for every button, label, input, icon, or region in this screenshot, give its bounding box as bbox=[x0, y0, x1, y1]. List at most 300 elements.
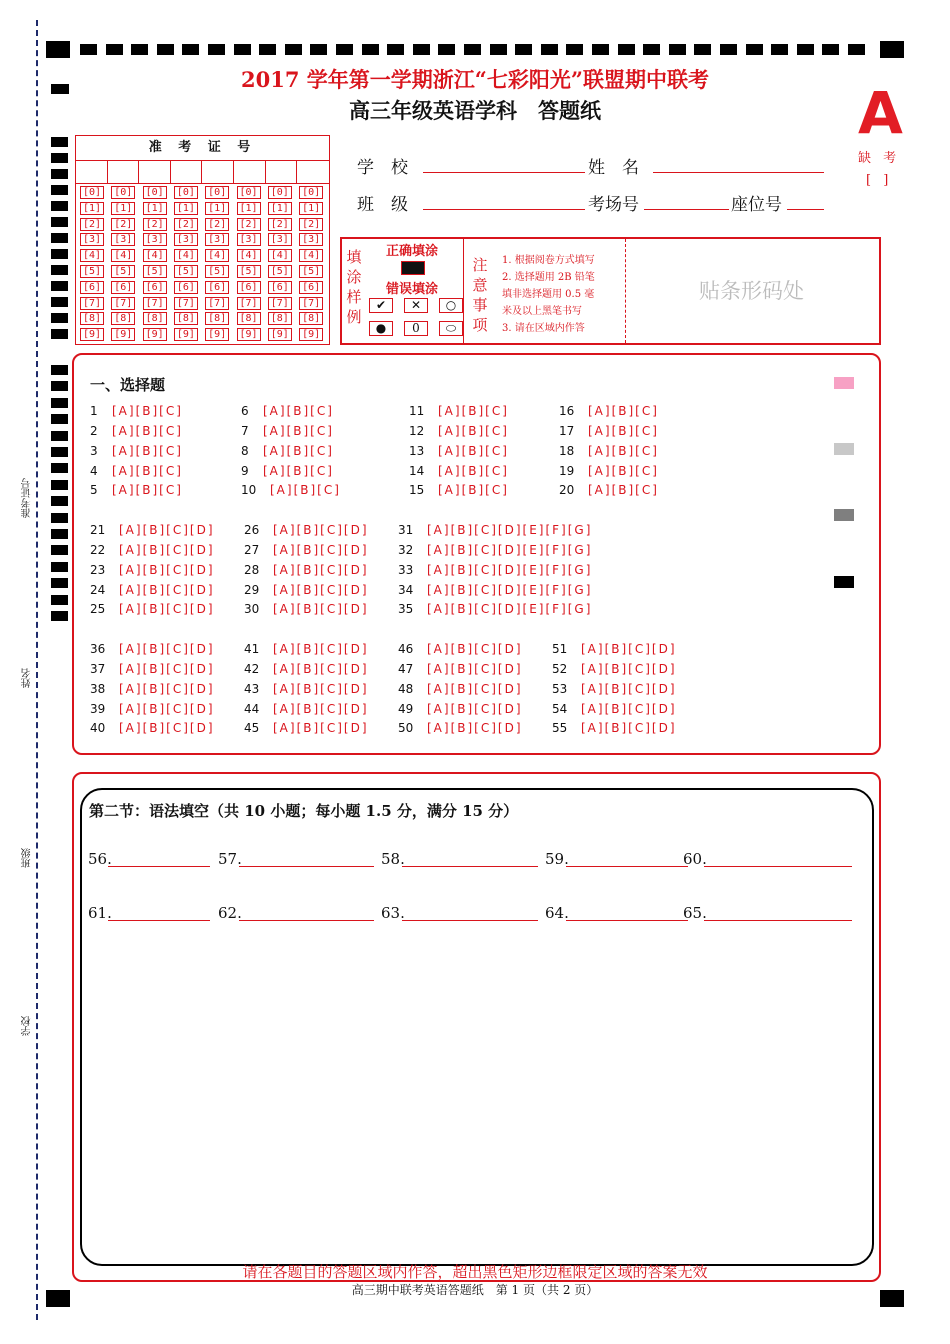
id-digit-bubble[interactable]: [8] bbox=[237, 312, 261, 325]
id-digit-bubble[interactable]: [1] bbox=[268, 202, 292, 215]
id-digit-bubble[interactable]: [4] bbox=[205, 249, 229, 262]
answer-options[interactable]: [A][B][C] bbox=[588, 424, 659, 438]
id-digit-bubble[interactable]: [5] bbox=[205, 265, 229, 278]
id-digit-bubble[interactable]: [1] bbox=[80, 202, 104, 215]
id-digit-bubble[interactable]: [0] bbox=[174, 186, 198, 199]
mc-question[interactable] bbox=[398, 563, 592, 577]
mc-question[interactable] bbox=[244, 543, 369, 557]
answer-options[interactable]: [A][B][C][D] bbox=[119, 583, 215, 597]
answer-options[interactable]: [A][B][C][D][E][F][G] bbox=[427, 602, 593, 616]
answer-options[interactable]: [A][B][C][D] bbox=[427, 721, 523, 735]
answer-options[interactable]: [A][B][C] bbox=[263, 424, 334, 438]
seat-field[interactable] bbox=[787, 209, 824, 210]
answer-options[interactable]: [A][B][C][D] bbox=[581, 721, 677, 735]
answer-blank[interactable] bbox=[402, 920, 538, 921]
barcode-area[interactable]: 贴条形码处 bbox=[699, 279, 804, 303]
id-digit-bubble[interactable]: [8] bbox=[205, 312, 229, 325]
answer-options[interactable]: [A][B][C][D][E][F][G] bbox=[427, 583, 593, 597]
answer-options[interactable]: [A][B][C] bbox=[263, 404, 334, 418]
mc-question[interactable] bbox=[90, 642, 215, 656]
question-number: 15 bbox=[409, 483, 425, 497]
question-number: 35 bbox=[398, 602, 414, 616]
timing-mark bbox=[541, 44, 558, 55]
question-number: 22 bbox=[90, 543, 106, 557]
timing-mark bbox=[51, 463, 68, 473]
answer-blank[interactable] bbox=[108, 920, 210, 921]
question-number: 29 bbox=[244, 583, 260, 597]
mc-question[interactable] bbox=[244, 642, 369, 656]
mc-question[interactable] bbox=[241, 483, 341, 497]
answer-options[interactable]: [A][B][C][D] bbox=[581, 642, 677, 656]
answer-options[interactable]: [A][B][C][D] bbox=[273, 642, 369, 656]
mc-question[interactable] bbox=[552, 721, 677, 735]
id-digit-bubble[interactable]: [6] bbox=[237, 281, 261, 294]
mc-question[interactable] bbox=[398, 721, 523, 735]
mc-question[interactable] bbox=[559, 483, 659, 497]
timing-mark bbox=[51, 169, 68, 179]
answer-blank[interactable] bbox=[402, 866, 538, 867]
page-footer: 高三期中联考英语答题纸 第 1 页（共 2 页） bbox=[351, 1283, 599, 1297]
id-digit-bubble[interactable]: [1] bbox=[111, 202, 135, 215]
id-digit-bubble[interactable]: [2] bbox=[111, 218, 135, 231]
mc-question[interactable] bbox=[90, 662, 215, 676]
id-digit-bubble[interactable]: [4] bbox=[268, 249, 292, 262]
id-digit-bubble[interactable]: [5] bbox=[237, 265, 261, 278]
question-number: 36 bbox=[90, 642, 106, 656]
answer-options[interactable]: [A][B][C][D] bbox=[581, 662, 677, 676]
id-write-cells[interactable] bbox=[76, 161, 329, 184]
timing-mark bbox=[285, 44, 302, 55]
mc-question[interactable] bbox=[90, 583, 215, 597]
answer-options[interactable]: [A][B][C][D] bbox=[273, 583, 369, 597]
mc-question[interactable] bbox=[90, 682, 215, 696]
id-digit-bubble[interactable]: [6] bbox=[80, 281, 104, 294]
room-field[interactable] bbox=[644, 209, 729, 210]
id-digit-bubble[interactable]: [9] bbox=[143, 328, 167, 341]
mc-question[interactable] bbox=[244, 682, 369, 696]
mc-question[interactable] bbox=[398, 602, 592, 616]
timing-mark bbox=[51, 281, 68, 291]
id-digit-bubble[interactable]: [5] bbox=[143, 265, 167, 278]
timing-mark bbox=[592, 44, 609, 55]
id-digit-bubble[interactable]: [5] bbox=[174, 265, 198, 278]
id-digit-bubble[interactable]: [7] bbox=[80, 297, 104, 310]
mc-question[interactable] bbox=[244, 523, 369, 537]
side-label-class: 班级 bbox=[22, 848, 33, 868]
answer-options[interactable]: [A][B][C][D] bbox=[119, 642, 215, 656]
id-digit-bubble[interactable]: [2] bbox=[174, 218, 198, 231]
answer-options[interactable]: [A][B][C] bbox=[112, 404, 183, 418]
question-number: 45 bbox=[244, 721, 260, 735]
answer-options[interactable]: [A][B][C][D] bbox=[581, 682, 677, 696]
question-number: 7 bbox=[241, 424, 249, 438]
mc-question[interactable] bbox=[559, 404, 659, 418]
timing-mark bbox=[51, 201, 68, 211]
answer-options[interactable]: [A][B][C][D][E][F][G] bbox=[427, 523, 593, 537]
timing-mark bbox=[51, 297, 68, 307]
answer-options[interactable]: [A][B][C] bbox=[438, 404, 509, 418]
mc-question[interactable] bbox=[552, 682, 677, 696]
mc-question[interactable] bbox=[244, 583, 369, 597]
id-digit-bubble[interactable]: [5] bbox=[80, 265, 104, 278]
name-field[interactable] bbox=[653, 172, 824, 173]
question-number: 20 bbox=[559, 483, 575, 497]
section2-title: 第二节：语法填空（共 10 小题；每小题 1.5 分，满分 15 分） bbox=[89, 802, 519, 820]
question-number: 43 bbox=[244, 682, 260, 696]
mc-question[interactable] bbox=[559, 444, 659, 458]
id-digit-bubble[interactable]: [6] bbox=[143, 281, 167, 294]
timing-mark bbox=[51, 562, 68, 572]
mc-question[interactable] bbox=[90, 563, 215, 577]
id-digit-bubble[interactable]: [1] bbox=[205, 202, 229, 215]
answer-options[interactable]: [A][B][C] bbox=[588, 483, 659, 497]
absent-checkbox[interactable]: [ ] bbox=[866, 173, 893, 188]
mc-question[interactable] bbox=[244, 662, 369, 676]
notes-text: 1. 根据阅卷方式填写 2. 选择题用 2B 铅笔 填非选择题用 0.5 毫 米及以上黑笔书写 3. 请在区域内作答 bbox=[502, 255, 595, 334]
id-digit-bubble[interactable]: [1] bbox=[174, 202, 198, 215]
seat-label: 座位号 bbox=[731, 195, 782, 215]
id-digit-bubble[interactable]: [9] bbox=[237, 328, 261, 341]
question-number: 48 bbox=[398, 682, 414, 696]
id-digit-bubble[interactable]: [9] bbox=[205, 328, 229, 341]
answer-options[interactable]: [A][B][C][D] bbox=[427, 642, 523, 656]
answer-options[interactable]: [A][B][C][D] bbox=[427, 682, 523, 696]
mc-question[interactable] bbox=[90, 444, 183, 458]
answer-options[interactable]: [A][B][C][D] bbox=[273, 602, 369, 616]
answer-options[interactable]: [A][B][C][D][E][F][G] bbox=[427, 543, 593, 557]
question-number: 11 bbox=[409, 404, 425, 418]
timing-mark bbox=[51, 153, 68, 163]
correct-fill-label: 正确填涂 bbox=[386, 244, 439, 259]
id-digit-bubble[interactable]: [9] bbox=[111, 328, 135, 341]
id-digit-bubble[interactable]: [3] bbox=[111, 233, 135, 246]
answer-options[interactable]: [A][B][C][D] bbox=[119, 682, 215, 696]
answer-options[interactable]: [A][B][C][D] bbox=[273, 662, 369, 676]
mc-question[interactable] bbox=[90, 602, 215, 616]
timing-mark bbox=[848, 44, 865, 55]
mc-question[interactable] bbox=[241, 464, 334, 478]
id-digit-bubble[interactable]: [2] bbox=[268, 218, 292, 231]
answer-options[interactable]: [A][B][C] bbox=[588, 444, 659, 458]
id-digit-bubble[interactable]: [4] bbox=[237, 249, 261, 262]
mc-question[interactable] bbox=[409, 424, 509, 438]
id-digit-bubble[interactable]: [2] bbox=[205, 218, 229, 231]
answer-blank[interactable] bbox=[566, 920, 688, 921]
id-digit-bubble[interactable]: [3] bbox=[268, 233, 292, 246]
id-digit-bubble[interactable]: [6] bbox=[205, 281, 229, 294]
answer-options[interactable]: [A][B][C] bbox=[438, 444, 509, 458]
answer-options[interactable]: [A][B][C][D] bbox=[273, 563, 369, 577]
timing-mark bbox=[51, 480, 68, 490]
id-digit-bubble[interactable]: [9] bbox=[80, 328, 104, 341]
answer-options[interactable]: [A][B][C][D] bbox=[273, 682, 369, 696]
mc-question[interactable] bbox=[409, 444, 509, 458]
id-digit-bubble[interactable]: [0] bbox=[299, 186, 323, 199]
id-digit-bubble[interactable]: [3] bbox=[237, 233, 261, 246]
answer-options[interactable]: [A][B][C][D] bbox=[427, 702, 523, 716]
answer-options[interactable]: [A][B][C][D] bbox=[273, 702, 369, 716]
mc-question[interactable] bbox=[398, 682, 523, 696]
answer-blank[interactable] bbox=[704, 866, 852, 867]
mc-question[interactable] bbox=[90, 464, 183, 478]
mc-question[interactable] bbox=[409, 404, 509, 418]
answer-options[interactable]: [A][B][C][D] bbox=[273, 523, 369, 537]
warning-text: 请在各题目的答题区域内作答，超出黑色矩形边框限定区域的答案无效 bbox=[242, 1263, 708, 1281]
id-digit-bubble[interactable]: [2] bbox=[143, 218, 167, 231]
id-digit-bubble[interactable]: [3] bbox=[80, 233, 104, 246]
answer-options[interactable]: [A][B][C][D] bbox=[427, 662, 523, 676]
id-digit-bubble[interactable]: [9] bbox=[174, 328, 198, 341]
answer-options[interactable]: [A][B][C] bbox=[438, 464, 509, 478]
answer-options[interactable]: [A][B][C] bbox=[438, 483, 509, 497]
timing-mark bbox=[51, 447, 68, 457]
blank-number: 57. bbox=[218, 850, 242, 868]
answer-blank[interactable] bbox=[566, 866, 688, 867]
timing-mark bbox=[51, 329, 68, 339]
blank-number: 64. bbox=[545, 904, 569, 922]
question-number: 37 bbox=[90, 662, 106, 676]
id-write-cell[interactable] bbox=[201, 161, 202, 183]
mc-question[interactable] bbox=[552, 662, 677, 676]
id-digit-bubble[interactable]: [8] bbox=[299, 312, 323, 325]
id-digit-bubble[interactable]: [7] bbox=[237, 297, 261, 310]
side-label-name: 姓名 bbox=[22, 668, 33, 688]
answer-options[interactable]: [A][B][C] bbox=[112, 483, 183, 497]
mc-question[interactable] bbox=[90, 721, 215, 735]
id-digit-bubble[interactable]: [0] bbox=[111, 186, 135, 199]
id-digit-bubble[interactable]: [2] bbox=[80, 218, 104, 231]
id-number-grid bbox=[75, 135, 330, 345]
timing-mark bbox=[51, 137, 68, 147]
exam-title: 2017 学年第一学期浙江“七彩阳光”联盟期中联考 bbox=[241, 67, 709, 92]
blank-number: 58. bbox=[381, 850, 405, 868]
id-digit-bubble[interactable]: [7] bbox=[174, 297, 198, 310]
question-number: 9 bbox=[241, 464, 249, 478]
mc-question[interactable] bbox=[90, 483, 183, 497]
mc-question[interactable] bbox=[241, 444, 334, 458]
timing-mark bbox=[208, 44, 225, 55]
id-digit-bubble[interactable]: [9] bbox=[268, 328, 292, 341]
mc-question[interactable] bbox=[398, 523, 592, 537]
timing-mark bbox=[51, 233, 68, 243]
answer-blank[interactable] bbox=[704, 920, 852, 921]
id-label: 准 考 证 号 bbox=[76, 136, 329, 161]
mc-question[interactable] bbox=[398, 543, 592, 557]
blank-number: 56. bbox=[88, 850, 112, 868]
mc-question[interactable] bbox=[90, 404, 183, 418]
id-write-cell[interactable] bbox=[233, 161, 234, 183]
question-number: 14 bbox=[409, 464, 425, 478]
side-label-id: 准考证号 bbox=[22, 478, 33, 518]
mc-question[interactable] bbox=[559, 424, 659, 438]
answer-blank[interactable] bbox=[239, 866, 374, 867]
answer-options[interactable]: [A][B][C] bbox=[112, 424, 183, 438]
id-digit-bubble[interactable]: [6] bbox=[268, 281, 292, 294]
mc-question[interactable] bbox=[398, 702, 523, 716]
corner-mark bbox=[880, 41, 904, 58]
question-number: 16 bbox=[559, 404, 575, 418]
question-number: 21 bbox=[90, 523, 106, 537]
answer-options[interactable]: [A][B][C] bbox=[112, 444, 183, 458]
absent-label: 缺 考 bbox=[858, 151, 901, 166]
id-digit-bubble[interactable]: [6] bbox=[174, 281, 198, 294]
answer-options[interactable]: [A][B][C][D] bbox=[119, 702, 215, 716]
blank-number: 61. bbox=[88, 904, 112, 922]
id-digit-bubble[interactable]: [5] bbox=[268, 265, 292, 278]
id-digit-bubble[interactable]: [8] bbox=[268, 312, 292, 325]
id-digit-bubble[interactable]: [3] bbox=[174, 233, 198, 246]
id-write-cell[interactable] bbox=[170, 161, 171, 183]
paper-type: A bbox=[858, 79, 903, 147]
mc-question[interactable] bbox=[90, 424, 183, 438]
answer-options[interactable]: [A][B][C][D] bbox=[119, 563, 215, 577]
id-write-cell[interactable] bbox=[296, 161, 297, 183]
mc-question[interactable] bbox=[398, 642, 523, 656]
mc-question[interactable] bbox=[552, 642, 677, 656]
answer-options[interactable]: [A][B][C] bbox=[270, 483, 341, 497]
question-number: 53 bbox=[552, 682, 568, 696]
id-digit-bubble[interactable]: [3] bbox=[143, 233, 167, 246]
id-digit-bubble[interactable]: [0] bbox=[205, 186, 229, 199]
id-write-cell[interactable] bbox=[265, 161, 266, 183]
class-label: 班 级 bbox=[357, 195, 408, 215]
notes-label: 注 意 事 项 bbox=[472, 256, 488, 334]
question-number: 33 bbox=[398, 563, 414, 577]
id-digit-bubble[interactable]: [7] bbox=[143, 297, 167, 310]
answer-options[interactable]: [A][B][C] bbox=[112, 464, 183, 478]
mc-question[interactable] bbox=[559, 464, 659, 478]
id-digit-bubble[interactable]: [4] bbox=[299, 249, 323, 262]
timing-mark bbox=[51, 365, 68, 375]
question-number: 24 bbox=[90, 583, 106, 597]
id-digit-bubble[interactable]: [7] bbox=[205, 297, 229, 310]
mc-question[interactable] bbox=[398, 583, 592, 597]
id-digit-bubble[interactable]: [1] bbox=[237, 202, 261, 215]
answer-options[interactable]: [A][B][C][D] bbox=[273, 721, 369, 735]
mc-question[interactable] bbox=[90, 543, 215, 557]
school-field[interactable] bbox=[423, 172, 585, 173]
mc-question[interactable] bbox=[241, 404, 334, 418]
answer-options[interactable]: [A][B][C] bbox=[588, 404, 659, 418]
timing-mark bbox=[51, 313, 68, 323]
id-write-cell[interactable] bbox=[138, 161, 139, 183]
mc-question[interactable] bbox=[409, 483, 509, 497]
id-digit-bubble[interactable]: [7] bbox=[111, 297, 135, 310]
timing-mark bbox=[822, 44, 839, 55]
question-number: 42 bbox=[244, 662, 260, 676]
id-digit-bubble[interactable]: [6] bbox=[111, 281, 135, 294]
class-field[interactable] bbox=[423, 209, 585, 210]
id-digit-bubble[interactable]: [8] bbox=[111, 312, 135, 325]
mc-question[interactable] bbox=[244, 702, 369, 716]
oval-mark-icon: 0 bbox=[404, 321, 428, 336]
id-digit-bubble[interactable]: [8] bbox=[80, 312, 104, 325]
timing-mark bbox=[515, 44, 532, 55]
id-digit-bubble[interactable]: [1] bbox=[299, 202, 323, 215]
question-number: 3 bbox=[90, 444, 98, 458]
sample-label: 填 涂 样 例 bbox=[346, 248, 362, 326]
answer-options[interactable]: [A][B][C] bbox=[263, 464, 334, 478]
answer-options[interactable]: [A][B][C] bbox=[263, 444, 334, 458]
id-digit-bubble[interactable]: [0] bbox=[237, 186, 261, 199]
answer-options[interactable]: [A][B][C][D][E][F][G] bbox=[427, 563, 593, 577]
id-digit-bubble[interactable]: [1] bbox=[143, 202, 167, 215]
timing-mark bbox=[51, 545, 68, 555]
id-digit-bubble[interactable]: [2] bbox=[237, 218, 261, 231]
fill-guide-box bbox=[340, 237, 881, 345]
timing-mark bbox=[157, 44, 174, 55]
timing-mark bbox=[51, 265, 68, 275]
id-digit-bubble[interactable]: [0] bbox=[80, 186, 104, 199]
timing-mark bbox=[234, 44, 251, 55]
mc-question[interactable] bbox=[90, 523, 215, 537]
id-digit-bubble[interactable]: [8] bbox=[143, 312, 167, 325]
question-number: 31 bbox=[398, 523, 414, 537]
mc-question[interactable] bbox=[244, 721, 369, 735]
id-write-cell[interactable] bbox=[107, 161, 108, 183]
id-digit-bubble[interactable]: [0] bbox=[143, 186, 167, 199]
id-digit-bubble[interactable]: [6] bbox=[299, 281, 323, 294]
timing-mark bbox=[51, 217, 68, 227]
answer-options[interactable]: [A][B][C][D] bbox=[119, 662, 215, 676]
answer-options[interactable]: [A][B][C] bbox=[588, 464, 659, 478]
cross-mark-icon: ✕ bbox=[404, 298, 428, 313]
answer-options[interactable]: [A][B][C][D] bbox=[119, 523, 215, 537]
id-digit-bubble[interactable]: [9] bbox=[299, 328, 323, 341]
mc-question[interactable] bbox=[244, 563, 369, 577]
id-digit-bubble[interactable]: [5] bbox=[111, 265, 135, 278]
timing-mark bbox=[51, 529, 68, 539]
timing-mark bbox=[106, 44, 123, 55]
question-number: 10 bbox=[241, 483, 257, 497]
id-digit-bubble[interactable]: [3] bbox=[299, 233, 323, 246]
id-digit-bubble[interactable]: [4] bbox=[174, 249, 198, 262]
id-digit-bubble[interactable]: [4] bbox=[80, 249, 104, 262]
answer-options[interactable]: [A][B][C][D] bbox=[273, 543, 369, 557]
dot-mark-icon: ● bbox=[369, 321, 393, 336]
answer-options[interactable]: [A][B][C][D] bbox=[119, 721, 215, 735]
id-digit-bubble[interactable]: [2] bbox=[299, 218, 323, 231]
mc-question[interactable] bbox=[552, 702, 677, 716]
question-number: 46 bbox=[398, 642, 414, 656]
timing-mark bbox=[310, 44, 327, 55]
question-number: 18 bbox=[559, 444, 575, 458]
answer-options[interactable]: [A][B][C][D] bbox=[581, 702, 677, 716]
id-digit-bubble[interactable]: [7] bbox=[268, 297, 292, 310]
id-digit-bubble[interactable]: [4] bbox=[143, 249, 167, 262]
circle-mark-icon: ○ bbox=[439, 298, 463, 313]
pink-swatch bbox=[834, 377, 854, 389]
mc-question[interactable] bbox=[241, 424, 334, 438]
id-digit-bubble[interactable]: [7] bbox=[299, 297, 323, 310]
id-digit-bubble[interactable]: [4] bbox=[111, 249, 135, 262]
mc-question[interactable] bbox=[90, 702, 215, 716]
mc-question[interactable] bbox=[409, 464, 509, 478]
id-digit-bubble[interactable]: [0] bbox=[268, 186, 292, 199]
answer-options[interactable]: [A][B][C][D] bbox=[119, 543, 215, 557]
mc-question[interactable] bbox=[244, 602, 369, 616]
answer-options[interactable]: [A][B][C] bbox=[438, 424, 509, 438]
timing-mark bbox=[51, 611, 68, 621]
id-digit-bubble[interactable]: [3] bbox=[205, 233, 229, 246]
id-digit-bubble[interactable]: [5] bbox=[299, 265, 323, 278]
answer-blank[interactable] bbox=[108, 866, 210, 867]
timing-mark bbox=[490, 44, 507, 55]
id-digit-bubble[interactable]: [8] bbox=[174, 312, 198, 325]
answer-options[interactable]: [A][B][C][D] bbox=[119, 602, 215, 616]
mc-question[interactable] bbox=[398, 662, 523, 676]
answer-blank[interactable] bbox=[239, 920, 374, 921]
